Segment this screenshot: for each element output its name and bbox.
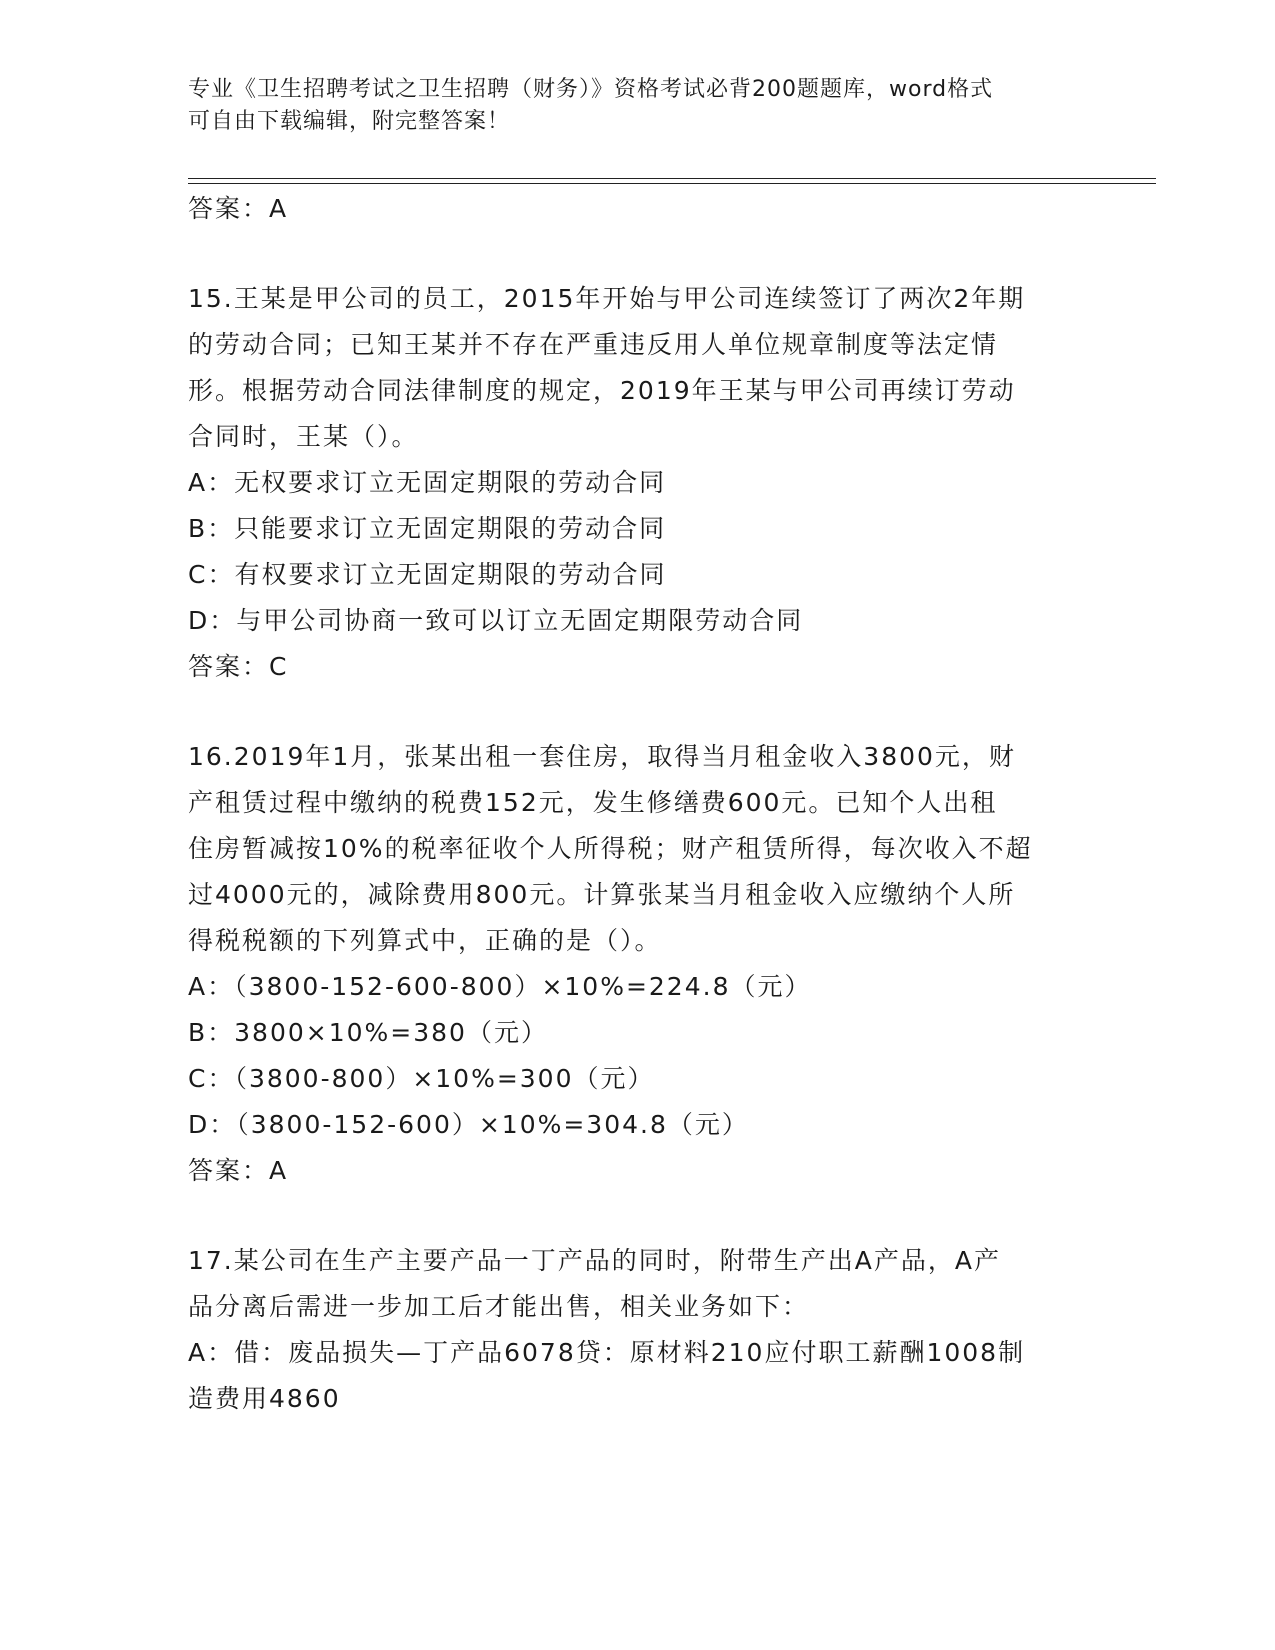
answer-line: 答案：A (188, 194, 289, 223)
spacer (188, 1194, 1088, 1238)
header-divider (188, 183, 1156, 184)
spacer (188, 690, 1088, 734)
question-16 (188, 734, 1088, 1194)
option-c: C：有权要求订立无固定期限的劳动合同 (188, 560, 667, 589)
spacer (188, 232, 1088, 276)
header-line: 可自由下载编辑，附完整答案！ (188, 109, 511, 134)
header-divider (188, 178, 1156, 179)
question-stem: 形。根据劳动合同法律制度的规定，2019年王某与甲公司再续订劳动 (188, 376, 1016, 405)
question-stem: 产租赁过程中缴纳的税费152元，发生修缮费600元。已知个人出租 (188, 788, 998, 817)
question-stem: 合同时，王某（）。 (188, 422, 419, 451)
option-b: B：3800×10%=380（元） (188, 1018, 548, 1047)
question-stem: 过4000元的，减除费用800元。计算张某当月租金收入应缴纳个人所 (188, 880, 1016, 909)
option-a-continued: 造费用4860 (188, 1384, 341, 1413)
option-a: A：借：废品损失—丁产品6078贷：原材料210应付职工薪酬1008制 (188, 1338, 1026, 1367)
question-stem: 17.某公司在生产主要产品一丁产品的同时，附带生产出A产品，A产 (188, 1246, 1001, 1275)
answer-line: 答案：A (188, 1156, 289, 1185)
question-15 (188, 276, 1088, 690)
question-stem: 15.王某是甲公司的员工，2015年开始与甲公司连续签订了两次2年期 (188, 284, 1026, 313)
question-stem: 品分离后需进一步加工后才能出售，相关业务如下： (188, 1292, 810, 1321)
option-c: C：（3800-800）×10%=300（元） (188, 1064, 655, 1093)
question-stem: 住房暂减按10%的税率征收个人所得税；财产租赁所得，每次收入不超 (188, 834, 1033, 863)
question-stem: 16.2019年1月，张某出租一套住房，取得当月租金收入3800元，财 (188, 742, 1016, 771)
option-a: A：无权要求订立无固定期限的劳动合同 (188, 468, 667, 497)
option-a: A：（3800-152-600-800）×10%=224.8（元） (188, 972, 812, 1001)
question-17 (188, 1238, 1088, 1422)
document-header (188, 74, 1088, 138)
option-d: D：（3800-152-600）×10%=304.8（元） (188, 1110, 749, 1139)
option-b: B：只能要求订立无固定期限的劳动合同 (188, 514, 667, 543)
option-d: D：与甲公司协商一致可以订立无固定期限劳动合同 (188, 606, 804, 635)
question-stem: 的劳动合同；已知王某并不存在严重违反用人单位规章制度等法定情 (188, 330, 999, 359)
header-line: 专业《卫生招聘考试之卫生招聘（财务）》资格考试必背200题题库，word格式 (188, 77, 994, 102)
question-stem: 得税税额的下列算式中，正确的是（）。 (188, 926, 662, 955)
question-list (188, 186, 1088, 1422)
answer-line: 答案：C (188, 652, 289, 681)
